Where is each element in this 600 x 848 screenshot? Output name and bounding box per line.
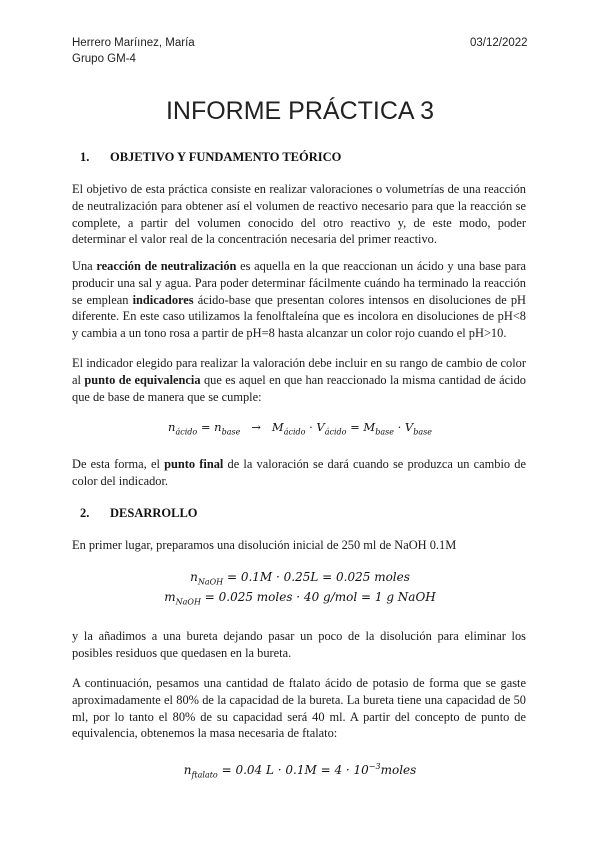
- eq-expression: = 0.025 moles · 40 g/mol = 1 g NaOH: [204, 590, 436, 604]
- author-name: Herrero Maríınez, María: [72, 37, 195, 49]
- eq-symbol: n: [168, 420, 176, 434]
- eq-operator: ·: [397, 420, 402, 434]
- eq-arrow: →: [251, 420, 261, 434]
- paragraph-phthalate: A continuación, pesamos una cantidad de ftalato ácido de potasio de forma que se gaste aproximadamente el 80% de la capacidad de la bureta. La bureta tiene una capacidad de 50 ml, por lo tanto el 80% de su capacidad será 40 ml. A partir del concepto de punto de equivalencia, obtenemos la masa necesaria de ftalato:: [72, 676, 526, 741]
- bold-term: reacción de neutralización: [96, 259, 237, 273]
- section-number: 2.: [80, 506, 90, 520]
- eq-expression: = 0.04 L · 0.1M = 4 · 10: [221, 763, 369, 777]
- equation-moles-phthalate: [0, 762, 600, 779]
- report-date: 03/12/2022: [470, 37, 528, 49]
- paragraph-preparation: En primer lugar, preparamos una disolución inicial de 250 ml de NaOH 0.1M: [72, 538, 457, 552]
- paragraph-burette: y la añadimos a una bureta dejando pasar un poco de la disolución para eliminar los posibles residuos que quedasen en la bureta.: [72, 629, 526, 660]
- bold-term: punto de equivalencia: [84, 372, 201, 387]
- paragraph-neutralization: [72, 258, 526, 342]
- eq-subscript: ácido: [175, 427, 198, 437]
- text-run: Una: [72, 259, 97, 273]
- eq-operator: ·: [309, 420, 313, 434]
- equation-equivalence: [0, 420, 600, 436]
- text-run: es aquella en la que reaccionan un ácido y una base para producir una sal y agua. Para poder determinar fácilmente cuándo ha terminado la reacción se emplean: [72, 259, 527, 307]
- text-run: El indicador elegido para realizar la valoración debe incluir en su rango de cambio de color al: [72, 356, 526, 387]
- eq-subscript: NaOH: [197, 577, 224, 587]
- eq-symbol: V: [404, 420, 414, 434]
- text-run: que es aquel en que han reaccionado la misma cantidad de ácido que de base de manera que se cumple:: [72, 372, 526, 404]
- eq-subscript: base: [413, 427, 432, 437]
- eq-subscript: ácido: [283, 427, 306, 437]
- section-title: DESARROLLO: [110, 506, 198, 520]
- eq-symbol: m: [164, 590, 176, 604]
- eq-exponent: −3: [368, 762, 381, 771]
- page-title: INFORME PRÁCTICA 3: [165, 97, 435, 125]
- eq-subscript: ácido: [324, 427, 347, 437]
- eq-symbol: M: [271, 420, 284, 434]
- group-label: Grupo GM-4: [72, 53, 136, 65]
- section-number: 1.: [80, 150, 90, 164]
- eq-symbol: n: [214, 420, 222, 434]
- eq-subscript: NaOH: [175, 597, 201, 607]
- eq-operator: =: [200, 420, 211, 434]
- bold-term: punto final: [164, 457, 224, 471]
- eq-operator: =: [350, 420, 360, 434]
- eq-subscript: ftalato: [191, 770, 218, 780]
- eq-expression: = 0.1M · 0.25L = 0.025 moles: [226, 570, 410, 584]
- eq-symbol: V: [316, 420, 325, 434]
- eq-symbol: n: [183, 763, 192, 777]
- text-run: De esta forma, el: [72, 457, 165, 471]
- paragraph-indicator: [72, 355, 526, 405]
- text-run: ácido-base que presentan colores intensos en disoluciones de pH diferente. En este caso utilizamos la fenolftaleína que es incolora en disoluciones de pH<8 y cambia a un tono rosa a partir de pH=8 hasta alcanzar un color rojo cuando el pH>10.: [72, 292, 526, 341]
- section-heading-2: [80, 506, 198, 521]
- eq-subscript: base: [221, 427, 241, 437]
- equation-mass-naoh: [0, 590, 600, 606]
- eq-unit: moles: [380, 763, 417, 777]
- eq-subscript: base: [375, 427, 394, 437]
- paragraph-objective: El objetivo de esta práctica consiste en realizar valoraciones o volumetrías de una reacción de neutralización para obtener así el volumen de reactivo necesario para que la reacción se complete, a partir del volumen conocido del otro reactivo y, de este modo, poder determinar el valor real de la concentración necesaria del primer reactivo.: [72, 182, 526, 247]
- text-run: de la valoración se dará cuando se produzca un cambio de color del indicador.: [72, 457, 526, 488]
- eq-symbol: M: [363, 420, 376, 434]
- equation-moles-naoh: [0, 570, 600, 586]
- section-title: OBJETIVO Y FUNDAMENTO TEÓRICO: [110, 150, 342, 164]
- section-heading-1: [80, 150, 341, 165]
- paragraph-endpoint: [72, 456, 526, 490]
- eq-symbol: n: [190, 570, 198, 584]
- bold-term: indicadores: [132, 292, 194, 307]
